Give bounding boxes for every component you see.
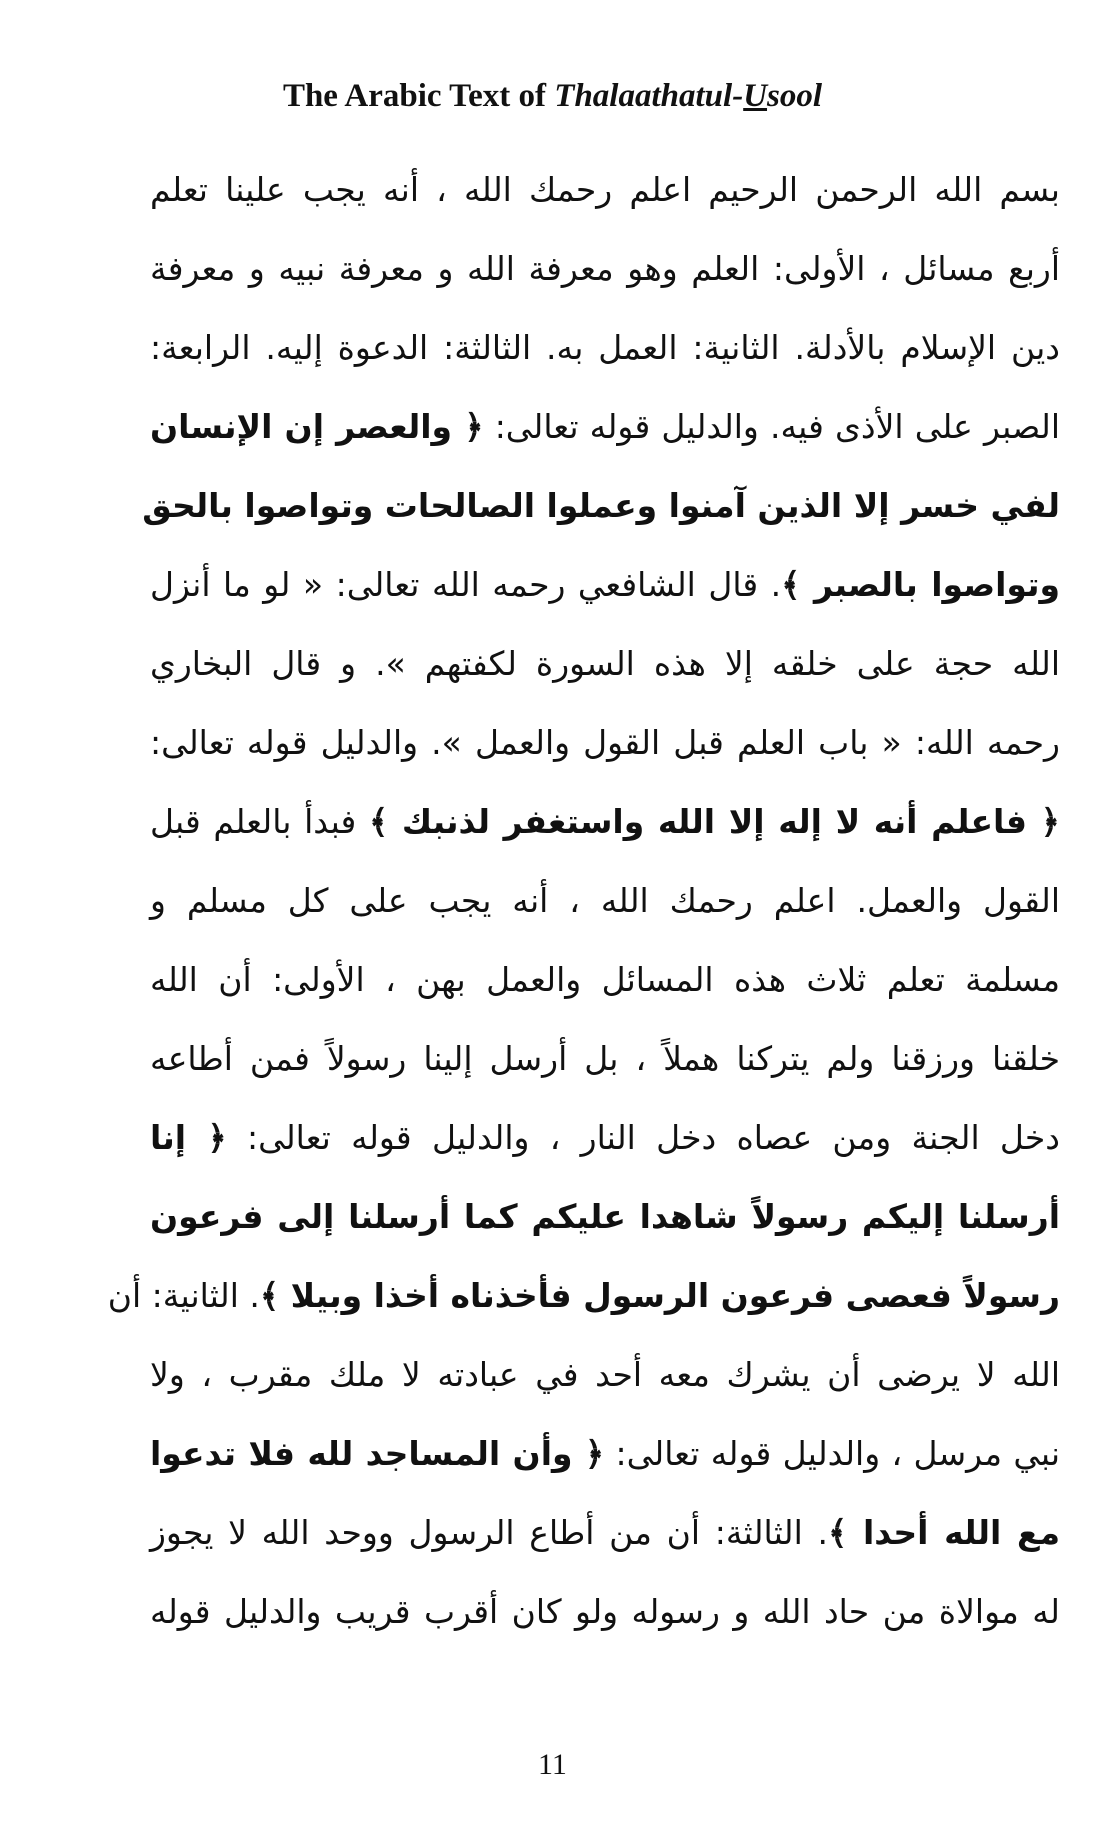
body-text: الصبر على الأذى فيه. والدليل قوله تعالى: [483, 407, 1060, 446]
quran-verse-text: ﴿ فاعلم أنه لا إله إلا الله واستغفر لذنبك ﴾ [368, 802, 1060, 841]
text-line [150, 1335, 1060, 1414]
body-text: أربع مسائل ، الأولى: العلم وهو معرفة الله و معرفة نبيه و معرفة [150, 249, 1060, 288]
quran-verse-text: رسولاً فعصى فرعون الرسول فأخذناه أخذا وبيلا ﴾ [259, 1276, 1060, 1315]
body-text: بسم الله الرحمن الرحيم اعلم رحمك الله ، أنه يجب علينا تعلم [150, 170, 1060, 209]
text-line [150, 940, 1060, 1019]
header-prefix: The Arabic Text of [282, 78, 555, 114]
quran-verse-text: لفي خسر إلا الذين آمنوا وعملوا الصالحات وتواصوا بالحق [142, 486, 1060, 525]
running-header [0, 78, 1105, 115]
text-line [150, 1414, 1060, 1493]
text-line [150, 308, 1060, 387]
quran-verse-text: مع الله أحدا ﴾ [827, 1513, 1060, 1552]
text-line [150, 150, 1060, 229]
header-title [554, 78, 822, 114]
header-title-part: sool [767, 78, 823, 114]
header-title-underlined: U [743, 78, 768, 114]
body-text: مسلمة تعلم ثلاث هذه المسائل والعمل بهن ، الأولى: أن الله [150, 960, 1060, 999]
body-text: الله حجة على خلقه إلا هذه السورة لكفتهم ». و قال البخاري [150, 644, 1060, 683]
text-line [150, 782, 1060, 861]
text-line [150, 1177, 1060, 1256]
quran-verse-text: وتواصوا بالصبر ﴾ [781, 565, 1061, 604]
text-line [150, 1098, 1060, 1177]
body-text: رحمه الله: « باب العلم قبل القول والعمل ». والدليل قوله تعالى: [150, 723, 1060, 762]
body-text: . الثانية: أن [107, 1276, 260, 1315]
body-text: نبي مرسل ، والدليل قوله تعالى: [604, 1434, 1060, 1473]
body-text: دين الإسلام بالأدلة. الثانية: العمل به. الثالثة: الدعوة إليه. الرابعة: [150, 328, 1060, 367]
text-line [150, 703, 1060, 782]
text-line [150, 387, 1060, 466]
text-line [150, 545, 1060, 624]
body-text: . قال الشافعي رحمه الله تعالى: « لو ما أنزل [150, 565, 782, 604]
quran-verse-text: ﴿ والعصر إن الإنسان [150, 407, 484, 446]
quran-verse-text: أرسلنا إليكم رسولاً شاهدا عليكم كما أرسلنا إلى فرعون [150, 1197, 1060, 1236]
quran-verse-text: ﴿ وأن المساجد لله فلا تدعوا [150, 1434, 605, 1473]
body-text: . الثالثة: أن من أطاع الرسول ووحد الله لا يجوز [150, 1513, 828, 1552]
text-line [150, 229, 1060, 308]
body-text: دخل الجنة ومن عصاه دخل النار ، والدليل قوله تعالى: [226, 1118, 1060, 1157]
body-text: خلقنا ورزقنا ولم يتركنا هملاً ، بل أرسل إلينا رسولاً فمن أطاعه [150, 1039, 1060, 1078]
text-line [150, 1019, 1060, 1098]
text-line [150, 861, 1060, 940]
text-line [150, 1493, 1060, 1572]
quran-verse-text: ﴿ إنا [150, 1118, 227, 1157]
arabic-text-body [107, 150, 1061, 1651]
body-text: فبدأ بالعلم قبل [150, 802, 369, 841]
text-line [142, 466, 1060, 545]
text-line [107, 1256, 1060, 1335]
header-title-part: Thalaathatul- [554, 78, 744, 114]
text-line [150, 624, 1060, 703]
page-number: 11 [538, 1748, 567, 1781]
text-line [150, 1572, 1060, 1651]
body-text: الله لا يرضى أن يشرك معه أحد في عبادته لا ملك مقرب ، ولا [150, 1355, 1060, 1394]
body-text: القول والعمل. اعلم رحمك الله ، أنه يجب على كل مسلم و [150, 881, 1060, 920]
body-text: له موالاة من حاد الله و رسوله ولو كان أقرب قريب والدليل قوله [150, 1592, 1060, 1631]
